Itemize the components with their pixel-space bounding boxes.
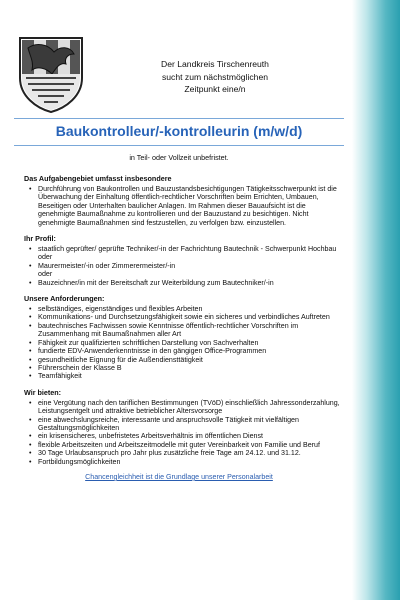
list-item: • gesundheitliche Eignung für die Außendiensttätigkeit: [14, 356, 344, 364]
intro-text: [110, 58, 320, 96]
list-item: • Bauzeichner/in mit der Bereitschaft zur Weiterbildung zum Bautechniker/-in: [14, 279, 344, 287]
list-item: • Führerschein der Klasse B: [14, 364, 344, 372]
job-posting: [14, 0, 344, 481]
job-title: Baukontrolleur/-kontrolleurin (m/w/d): [55, 123, 303, 139]
equal-opportunity-link[interactable]: Chancengleichheit ist die Grundlage unserer Personalarbeit: [85, 472, 273, 481]
list-item: • selbständiges, eigenständiges und flexibles Arbeiten: [14, 305, 344, 313]
list-item: • Maurermeister/-in oder Zimmerermeister/-in: [14, 262, 344, 270]
list-item: oder: [38, 270, 53, 279]
list-item: • Fortbildungsmöglichkeiten: [14, 458, 344, 466]
intro-line: sucht zum nächstmöglichen: [161, 71, 269, 82]
employment-type: in Teil- oder Vollzeit unbefristet.: [129, 153, 229, 162]
decorative-side-stripe: [352, 0, 400, 600]
list-item: • eine Vergütung nach den tariflichen Bestimmungen (TVöD) einschließlich Jahressonderzahlung, Leistungsentgelt und attraktive betrieblicher Altersvorsorge: [14, 399, 344, 416]
section-heading-tasks: Das Aufgabengebiet umfasst insbesondere: [24, 174, 172, 183]
list-item: • 30 Tage Urlaubsanspruch pro Jahr plus zusätzliche freie Tage am 24.12. und 31.12.: [14, 449, 344, 457]
profile-list: [14, 245, 344, 287]
list-item: • Durchführung von Baukontrollen und Bauzustandsbesichtigungen Tätigkeitsschwerpunkt ist die Überwachung der Einhaltung öffentlich-rechtlicher Vorschriften beim Errichten, Umbauen, Beseitigen oder Unterhalten baulicher Anlagen. Im Rahmen dieser Bauaufsicht ist die genehmigte Baumaßnahme zu kontrollieren und der Bauzustand zu besichtigen. Nicht genehmigte Baumaßnahmen sind festzustellen, zu verfolgen bzw. einzustellen.: [14, 185, 344, 227]
posting-header: [14, 0, 344, 118]
coat-of-arms-icon: [16, 34, 86, 114]
section-heading-requirements: Unsere Anforderungen:: [24, 294, 105, 304]
list-item: • Fähigkeit zur qualifizierten schriftlichen Darstellung von Sachverhalten: [14, 339, 344, 347]
list-item: • ein krisensicheres, unbefristetes Arbeitsverhältnis im öffentlichen Dienst: [14, 432, 344, 440]
section-heading-benefits: Wir bieten:: [24, 387, 62, 397]
list-item: • eine abwechslungsreiche, interessante und anspruchsvolle Tätigkeit mit vielfältigen Gestaltungsmöglichkeiten: [14, 416, 344, 433]
requirements-list: [14, 305, 344, 381]
list-item: • bautechnisches Fachwissen sowie Kenntnisse öffentlich-rechtlicher Vorschriften im Zusammenhang mit Baumaßnahmen aller Art: [14, 322, 344, 339]
benefits-list: [14, 399, 344, 466]
divider-line: [14, 145, 344, 146]
list-item: • fundierte EDV-Anwenderkenntnisse in den gängigen Office-Programmen: [14, 347, 344, 355]
tasks-list: [14, 185, 344, 227]
list-item: oder: [38, 253, 53, 262]
intro-line: Der Landkreis Tirschenreuth: [161, 59, 269, 69]
list-item: • Teamfähigkeit: [14, 372, 344, 380]
intro-line: Zeitpunkt eine/n: [184, 84, 246, 94]
list-item: • staatlich geprüfter/ geprüfte Techniker/-in der Fachrichtung Bautechnik - Schwerpunkt Hochbau: [14, 245, 344, 253]
section-heading-profile: Ihr Profil:: [24, 234, 56, 244]
list-item: • flexible Arbeitszeiten und Arbeitszeitmodelle mit guter Vereinbarkeit von Familie und Beruf: [14, 441, 344, 449]
list-item: • Kommunikations- und Durchsetzungsfähigkeit sowie ein sicheres und verbindliches Auftreten: [14, 313, 344, 321]
